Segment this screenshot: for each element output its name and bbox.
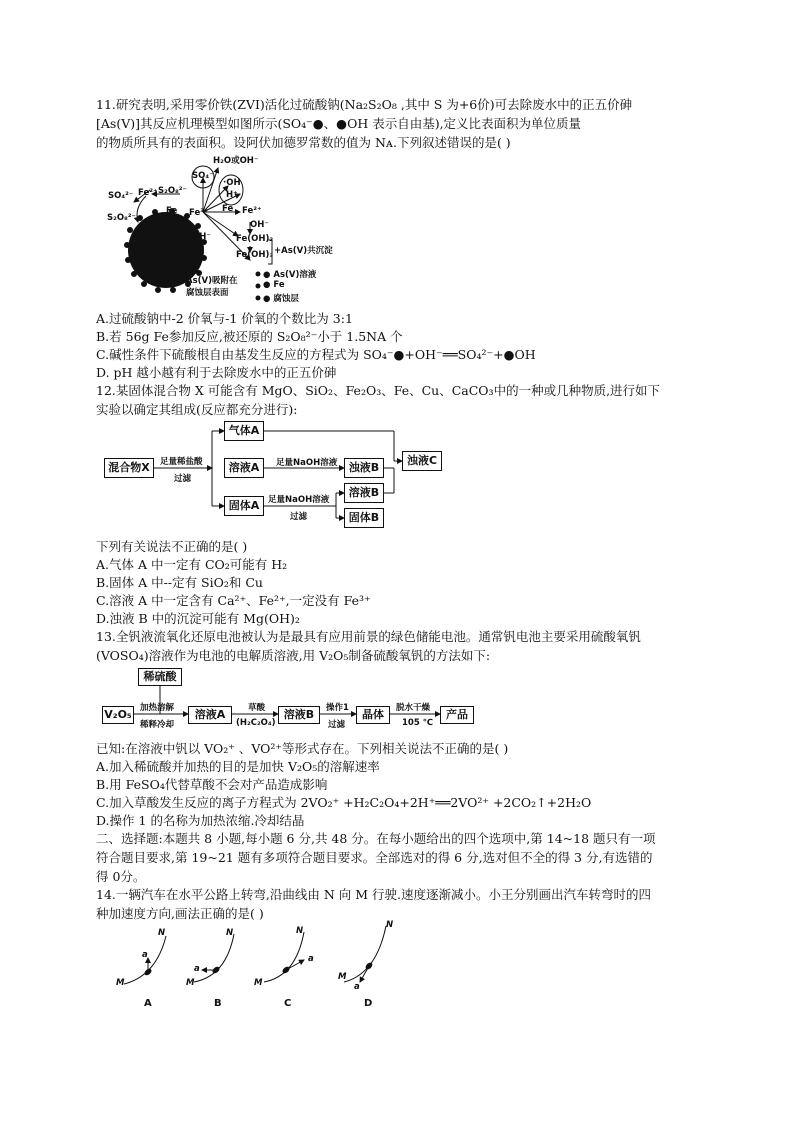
option-label-d: D <box>364 998 373 1009</box>
naoh-label-2: 足量NaOH溶液 <box>268 495 330 505</box>
dilute-sulfuric-acid-box: 稀硫酸 <box>138 668 182 686</box>
q13-option-b: B.用 FeSO₄代替草酸不会对产品造成影响 <box>96 777 328 792</box>
s2o8-mid-label: S₂O₈²⁻ <box>158 186 188 196</box>
q13-option-a: A.加入稀硫酸并加热的目的是加快 V₂O₅的溶解速率 <box>96 759 380 774</box>
feoh3-label: Fe(OH)₃ <box>236 250 274 260</box>
option-label-b: B <box>214 998 222 1009</box>
solid-a-box: 固体A <box>224 496 264 516</box>
section2-line2: 符合题目要求,第 19~21 题有多项符合题目要求。全部选对的得 6 分,选对但不全的得 3 分,有选错的 <box>96 850 653 865</box>
a-label-c: a <box>308 954 314 964</box>
adsorb-label-2: 腐蚀层表面 <box>186 288 229 298</box>
q11-option-d: D. pH 越小越有利于去除废水中的正五价砷 <box>96 365 337 380</box>
filter-label-q13: 过滤 <box>328 720 346 730</box>
q13-given: 已知:在溶液中钒以 VO₂⁺ 、VO²⁺等形式存在。下列相关说法不正确的是( ) <box>96 741 509 756</box>
q11-mechanism-figure <box>100 150 380 310</box>
section2-line3: 得 0分。 <box>96 869 146 884</box>
crystal-box: 晶体 <box>356 706 390 724</box>
product-box: 产品 <box>440 706 474 724</box>
adsorb-label-1: As(V)吸附在 <box>186 276 238 286</box>
oh-radical-label: ·OH <box>223 178 241 188</box>
operation-1-label: 操作1 <box>326 703 349 713</box>
so4-radical-label: SO₄⁻ <box>192 171 214 181</box>
q13-flowchart <box>100 666 480 736</box>
q11-stem-line2: [As(V)]其反应机理模型如图所示(SO₄⁻●、●OH 表示自由基),定义比表面积为单位质量 <box>96 116 582 131</box>
filter-label-2: 过滤 <box>290 512 308 522</box>
q14-stem-line1: 14.一辆汽车在水平公路上转弯,沿曲线由 N 向 M 行驶.速度逐渐减小。小王分别画出汽车转弯时的四 <box>96 887 651 902</box>
dilute-cool-label: 稀释冷却 <box>140 720 175 730</box>
n-label-c: N <box>296 926 304 936</box>
m-label-b: M <box>186 978 195 988</box>
solution-b-box: 溶液B <box>344 483 384 503</box>
oxalic-formula-label: (H₂C₂O₄) <box>236 718 276 728</box>
q14-curve-options <box>110 918 410 1013</box>
oxalic-acid-label: 草酸 <box>248 703 266 713</box>
so4-label: SO₄²⁻ <box>108 191 134 201</box>
dehydrate-dry-label: 脱水干燥 <box>396 703 431 713</box>
v2o5-box: V₂O₅ <box>102 706 134 724</box>
filter-label-1: 过滤 <box>174 474 192 484</box>
q12-stem-line1: 12.某固体混合物 X 可能含有 MgO、SiO₂、Fe₂O₃、Fe、Cu、CaCO₃中的一种或几种物质,进行如下 <box>96 383 661 398</box>
feoh2-label: Fe(OH)₂ <box>236 234 274 244</box>
corrosion-mechanism-diagram <box>100 150 380 310</box>
legend-corrosion-layer: ● 腐蚀层 <box>263 294 299 304</box>
q13-stem-line2: (VOSO₄)溶液作为电池的电解质溶液,用 V₂O₅制备硫酸氧钒的方法如下: <box>96 648 491 663</box>
heat-dissolve-label: 加热溶解 <box>140 703 175 713</box>
a-label-d: a <box>354 982 360 992</box>
solution-a-box: 溶液A <box>224 458 264 478</box>
fe-label: Fe <box>166 206 178 216</box>
hplus-label: H⁺ <box>226 190 238 200</box>
n-label-b: N <box>226 928 234 938</box>
coprecipitation-label: +As(V)共沉淀 <box>274 246 333 256</box>
s2o8-left-label: S₂O₈²⁻ <box>107 213 137 223</box>
solid-b-box: 固体B <box>344 508 384 528</box>
fe3-label: Fe³⁺ <box>189 208 209 218</box>
a-label-b: a <box>194 964 200 974</box>
oh-minus-label-2: OH⁻ <box>192 232 211 242</box>
m-label-a: M <box>116 978 125 988</box>
q12-option-b: B.固体 A 中--定有 SiO₂和 Cu <box>96 575 263 590</box>
q12-option-a: A.气体 A 中一定有 CO₂可能有 H₂ <box>96 557 288 572</box>
q12-ask: 下列有关说法不正确的是( ) <box>96 539 248 554</box>
q13-option-c: C.加入草酸发生反应的离子方程式为 2VO₂⁺ +H₂C₂O₄+2H⁺══2VO²⁺ +2CO₂↑+2H₂O <box>96 795 592 810</box>
q12-option-c: C.溶液 A 中一定含有 Ca²⁺、Fe²⁺,一定没有 Fe³⁺ <box>96 593 371 608</box>
q13-solution-b-box: 溶液B <box>278 706 320 724</box>
fe-arrow-label: Fe <box>222 204 234 214</box>
q12-option-d: D.浊液 B 中的沉淀可能有 Mg(OH)₂ <box>96 611 300 626</box>
m-label-c: M <box>254 978 263 988</box>
option-label-a: A <box>144 998 152 1009</box>
q11-option-c: C.碱性条件下硫酸根自由基发生反应的方程式为 SO₄⁻●+OH⁻══SO₄²⁻+●OH <box>96 347 536 362</box>
q13-stem-line1: 13.全钒液流氧化还原电池被认为是最具有应用前景的绿色储能电池。通常钒电池主要采用硫酸氧钒 <box>96 629 641 644</box>
acid-label: 足量稀盐酸 <box>160 457 203 467</box>
fe2-right-label: Fe²⁺ <box>242 206 262 216</box>
legend-fe: ● Fe <box>263 280 285 290</box>
q11-option-a: A.过硫酸钠中-2 价氧与-1 价氧的个数比为 3:1 <box>96 311 353 326</box>
q13-solution-a-box: 溶液A <box>188 706 232 724</box>
oh-minus-label-1: OH⁻ <box>250 220 269 230</box>
h2o-oh-label: H₂O或OH⁻ <box>213 156 259 166</box>
turbid-c-box: 浊液C <box>402 451 442 471</box>
n-label-d: N <box>386 920 394 930</box>
gas-a-box: 气体A <box>224 421 264 441</box>
fe2-left-label: Fe²⁺ <box>138 188 158 198</box>
a-label-a: a <box>142 950 148 960</box>
naoh-label-1: 足量NaOH溶液 <box>276 458 338 468</box>
m-label-d: M <box>338 972 347 982</box>
option-label-c: C <box>284 998 292 1009</box>
q11-stem-line1: 11.研究表明,采用零价铁(ZVI)活化过硫酸钠(Na₂S₂O₈ ,其中 S 为+6价)可去除废水中的正五价砷 <box>96 97 633 112</box>
turbid-b-box: 浊液B <box>344 458 384 478</box>
section2-line1: 二、选择题:本题共 8 小题,每小题 6 分,共 48 分。在每小题给出的四个选项中,第 14~18 题只有一项 <box>96 831 656 846</box>
q12-flowchart <box>100 418 450 533</box>
q13-option-d: D.操作 1 的名称为加热浓缩.冷却结晶 <box>96 813 305 828</box>
legend-as-solution: ● As(V)溶液 <box>263 270 317 280</box>
q11-stem-line3: 的物质所具有的表面积。设阿伏加德罗常数的值为 Nᴀ.下列叙述错误的是( ) <box>96 135 511 150</box>
n-label-a: N <box>158 928 166 938</box>
q11-option-b: B.若 56g Fe参加反应,被还原的 S₂O₈²⁻小于 1.5NA 个 <box>96 329 403 344</box>
q14-stem-line2: 种加速度方向,画法正确的是( ) <box>96 906 264 921</box>
mixture-x-box: 混合物X <box>104 458 154 478</box>
q12-stem-line2: 实验以确定其组成(反应都充分进行): <box>96 402 298 417</box>
temperature-label: 105 ℃ <box>402 718 433 728</box>
